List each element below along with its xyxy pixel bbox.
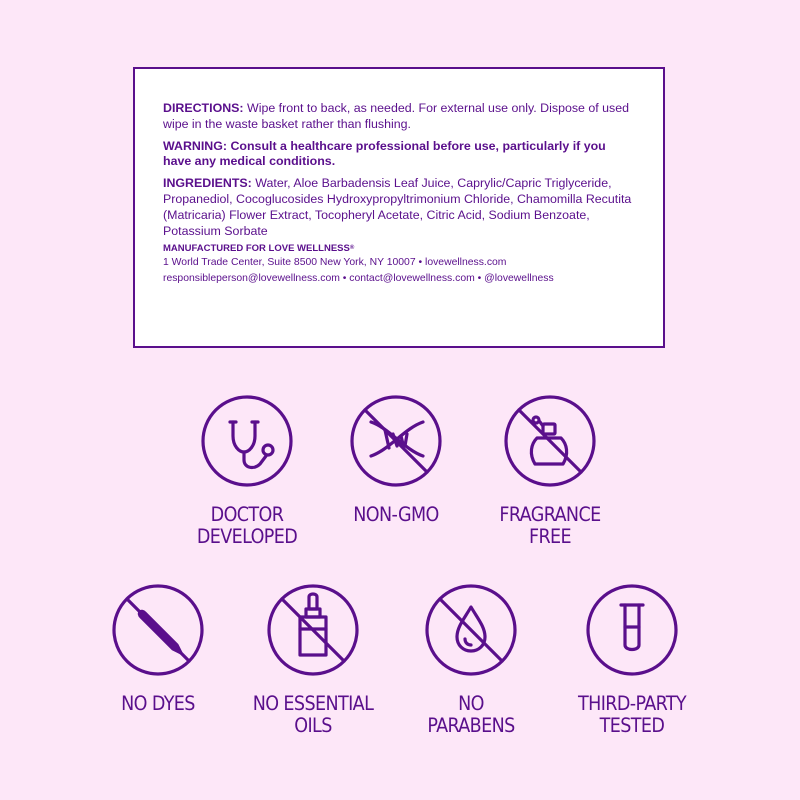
warning-paragraph [163, 139, 637, 171]
no-drop-icon [424, 583, 518, 677]
badge-label: FRAGRANCE FREE [499, 503, 601, 548]
stethoscope-icon [200, 394, 294, 488]
badge-no-dyes [68, 583, 248, 715]
badge-fragrance-free [460, 394, 640, 548]
ingredients-text: Water, Aloe Barbadensis Leaf Juice, Caprylic/Capric Triglyceride, Propanediol, Cocoglucosides Hydroxypropyltrimonium Chloride, Chamomilla Recutita (Matricaria) Flower Extract, Tocopheryl Acetate, Citric Acid, Sodium Benzoate, Potassium Sorbate [163, 176, 632, 238]
ingredients-paragraph [163, 176, 637, 239]
badge-label: THIRD-PARTY TESTED [577, 692, 687, 737]
badge-label: NO ESSENTIAL OILS [252, 692, 374, 737]
badge-label: NON-GMO [353, 503, 439, 526]
product-label-panel [133, 67, 665, 348]
badge-label: NO DYES [121, 692, 195, 715]
badge-label: NO PARABENS [427, 692, 515, 737]
directions-paragraph [163, 101, 637, 133]
contact-line: responsibleperson@lovewellness.com • contact@lovewellness.com • @lovewellness [163, 272, 554, 284]
no-dna-icon [349, 394, 443, 488]
no-dye-icon [111, 583, 205, 677]
no-dropper-icon [266, 583, 360, 677]
manufacturer-heading: MANUFACTURED FOR LOVE WELLNESS® [163, 243, 355, 255]
test-tube-icon [585, 583, 679, 677]
address-line: 1 World Trade Center, Suite 8500 New York, NY 10007 • lovewellness.com [163, 257, 507, 269]
warning-heading: WARNING: [163, 138, 228, 153]
badge-no-parabens [381, 583, 561, 737]
badge-label: DOCTOR DEVELOPED [196, 503, 298, 548]
registered-mark: ® [349, 245, 355, 252]
badge-third-party-tested [542, 583, 722, 737]
no-perfume-icon [503, 394, 597, 488]
warning-text: Consult a healthcare professional before use, particularly if you have any medical conditions. [163, 138, 606, 169]
ingredients-heading: INGREDIENTS: [163, 176, 252, 191]
directions-heading: DIRECTIONS: [163, 101, 244, 115]
badge-no-essential-oils [223, 583, 403, 737]
directions-text: Wipe front to back, as needed. For external use only. Dispose of used wipe in the waste basket rather than flushing. [163, 101, 630, 131]
badge-non-gmo [306, 394, 486, 526]
